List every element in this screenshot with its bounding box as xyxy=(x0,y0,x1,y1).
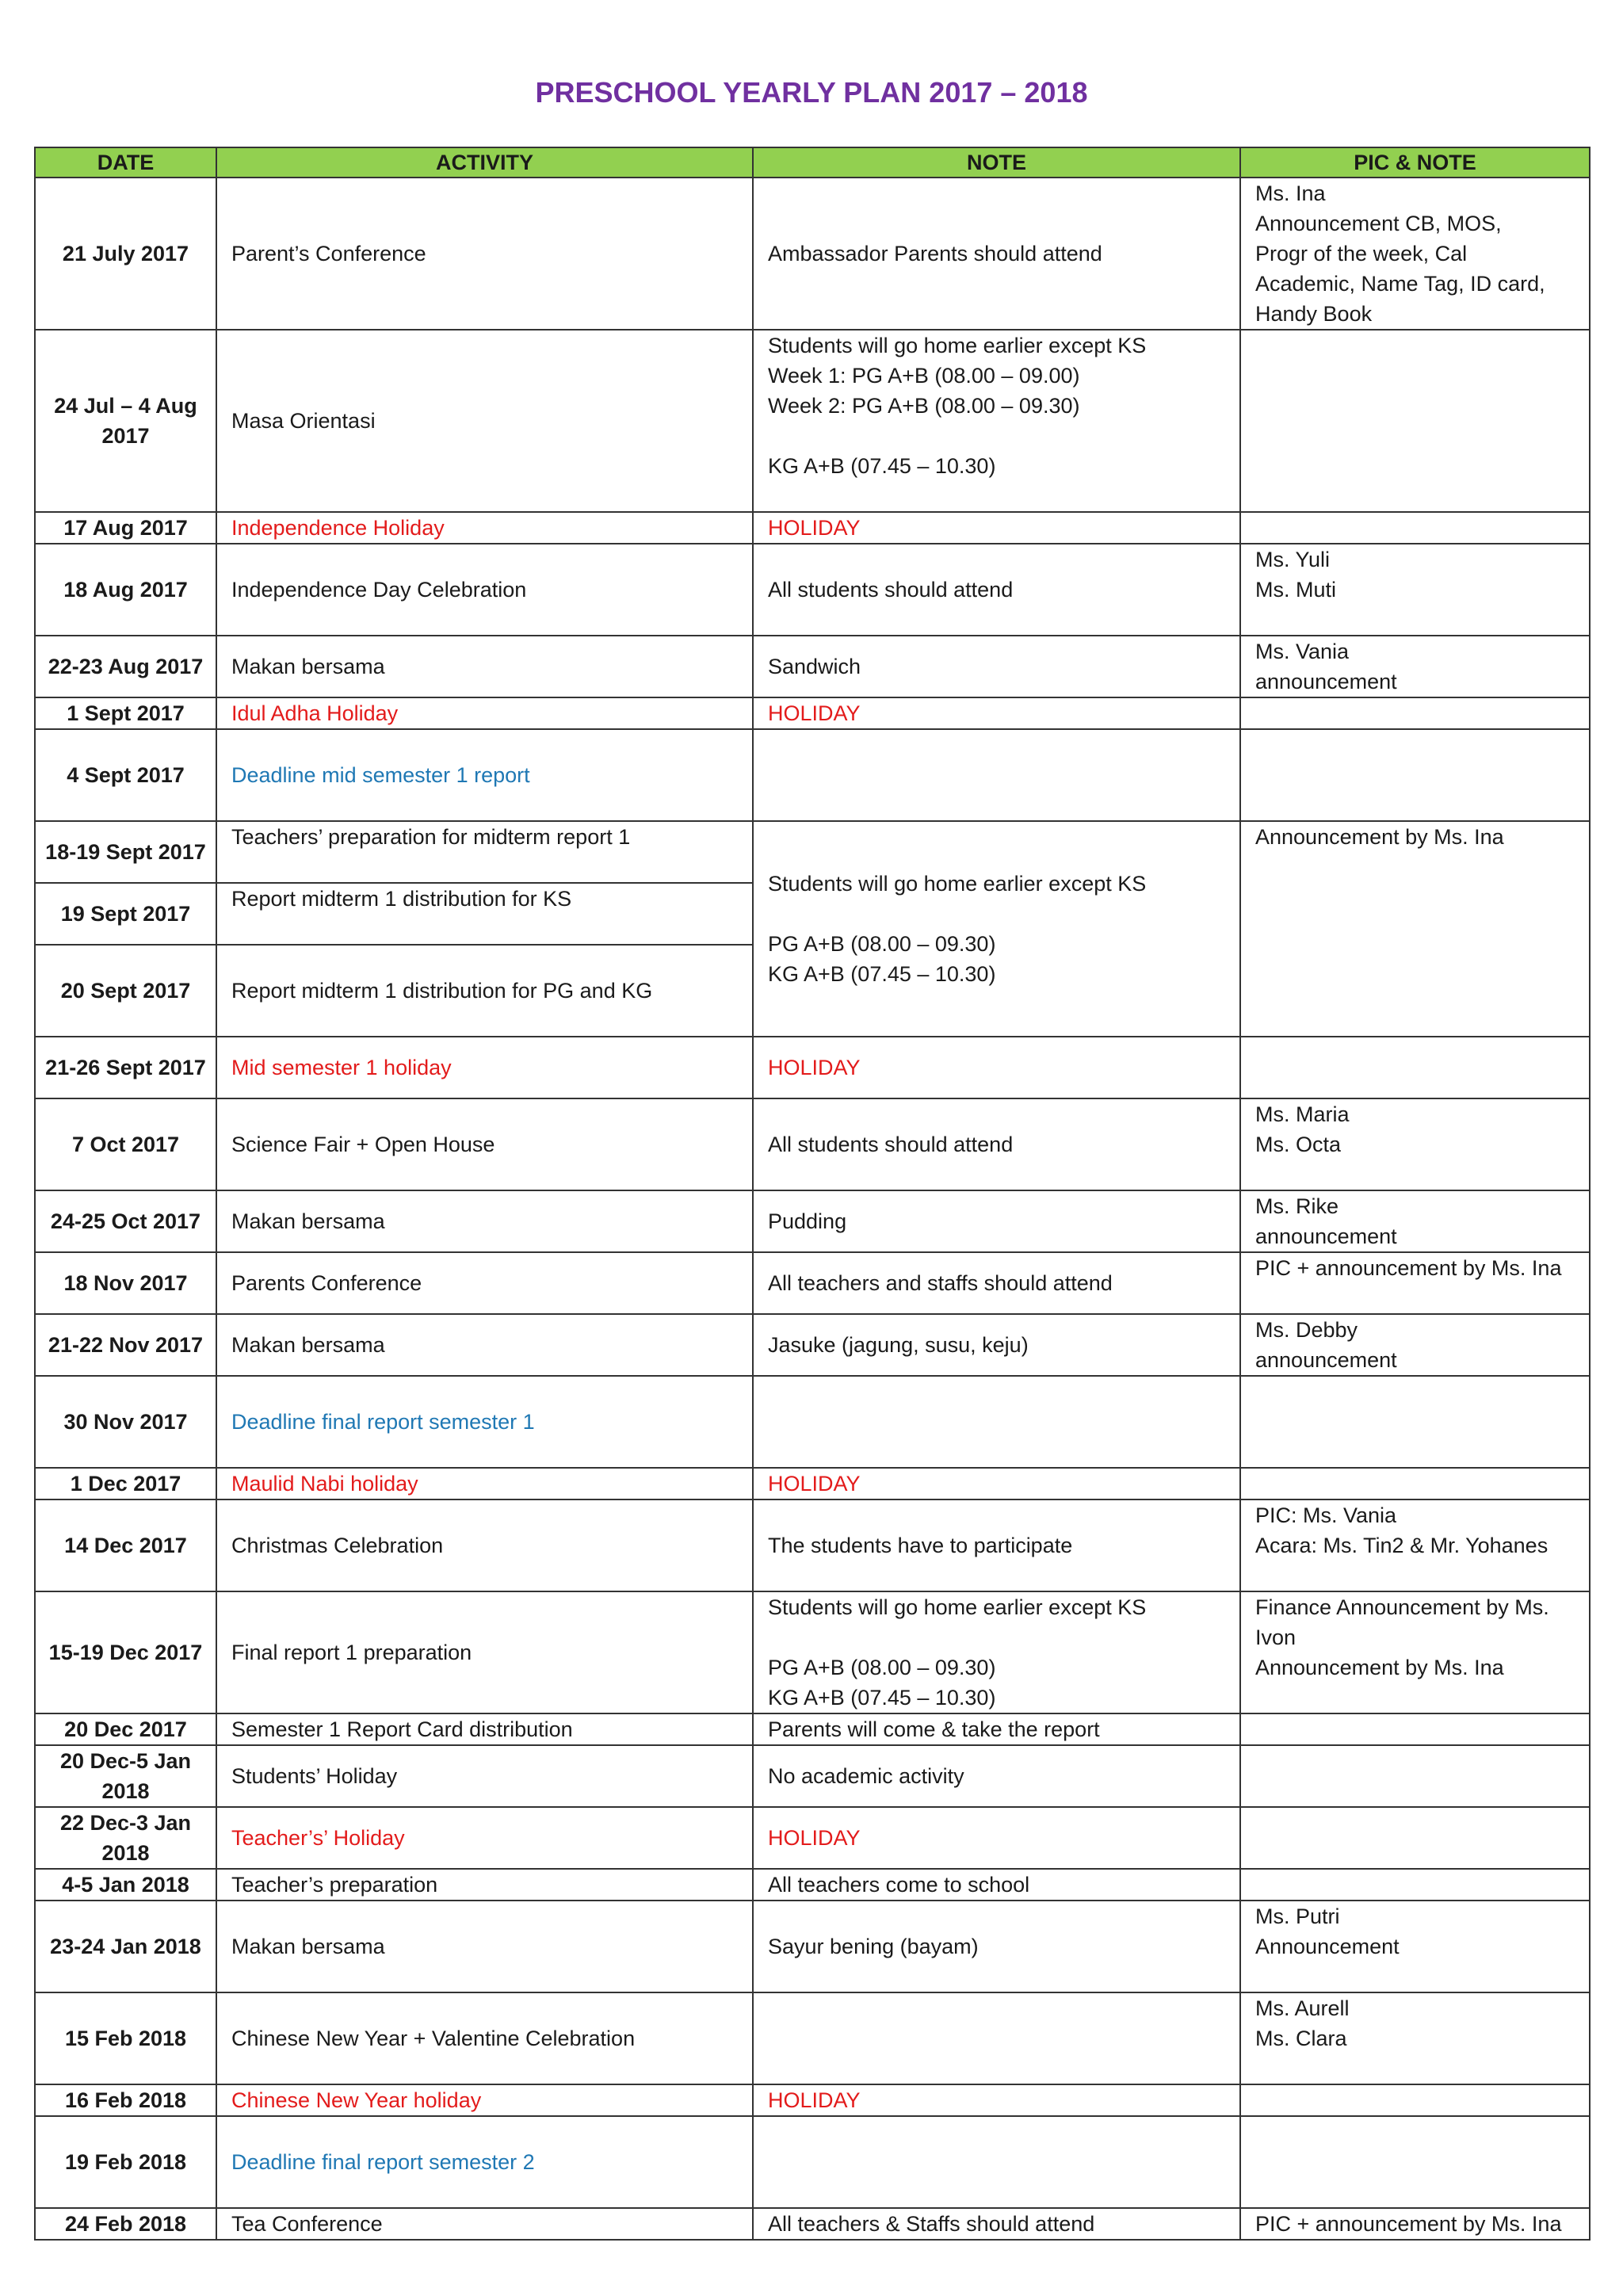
date-cell: 24-25 Oct 2017 xyxy=(35,1190,216,1252)
activity-cell: Science Fair + Open House xyxy=(216,1098,753,1190)
activity-cell: Teacher’s’ Holiday xyxy=(216,1807,753,1869)
pic-note-line: announcement xyxy=(1255,1348,1397,1372)
column-header-date: DATE xyxy=(35,147,216,178)
pic-note-line: Ms. Octa xyxy=(1255,1133,1342,1156)
pic-note-line: Announcement by Ms. Ina xyxy=(1255,1656,1504,1679)
date-cell: 7 Oct 2017 xyxy=(35,1098,216,1190)
pic-note-line: Announcement by Ms. Ina xyxy=(1255,825,1504,849)
note-cell xyxy=(753,821,1240,1037)
note-cell xyxy=(753,1037,1240,1098)
note-line: Pudding xyxy=(768,1209,847,1233)
pic-note-cell xyxy=(1240,1807,1590,1869)
note-line: The students have to participate xyxy=(768,1534,1073,1557)
note-line: Students will go home earlier except KS xyxy=(768,1595,1147,1619)
yearly-plan-table xyxy=(34,147,1591,2241)
activity-cell: Semester 1 Report Card distribution xyxy=(216,1713,753,1745)
note-line: All teachers and staffs should attend xyxy=(768,1271,1113,1295)
pic-note-line: PIC + announcement by Ms. Ina xyxy=(1255,1256,1562,1280)
date-cell: 15 Feb 2018 xyxy=(35,1992,216,2084)
note-cell xyxy=(753,636,1240,697)
note-line: Students will go home earlier except KS xyxy=(768,872,1147,896)
pic-note-cell xyxy=(1240,1869,1590,1901)
note-cell xyxy=(753,1098,1240,1190)
note-line xyxy=(768,899,1225,929)
pic-note-line: PIC + announcement by Ms. Ina xyxy=(1255,2212,1562,2236)
activity-cell: Makan bersama xyxy=(216,1314,753,1376)
table-row xyxy=(35,729,1590,821)
pic-note-line: Ms. Maria xyxy=(1255,1102,1350,1126)
pic-note-cell xyxy=(1240,821,1590,1037)
table-row xyxy=(35,330,1590,512)
activity-cell: Mid semester 1 holiday xyxy=(216,1037,753,1098)
date-cell: 22 Dec-3 Jan 2018 xyxy=(35,1807,216,1869)
date-cell: 18-19 Sept 2017 xyxy=(35,821,216,883)
pic-note-line: Ms. Putri xyxy=(1255,1904,1340,1928)
note-cell xyxy=(753,1252,1240,1314)
note-cell xyxy=(753,1376,1240,1468)
pic-note-line: Announcement CB, MOS, xyxy=(1255,212,1502,235)
activity-cell: Makan bersama xyxy=(216,1190,753,1252)
note-line: HOLIDAY xyxy=(768,516,861,540)
note-line: All teachers come to school xyxy=(768,1873,1030,1897)
pic-note-line: Ms. Rike xyxy=(1255,1194,1339,1218)
note-cell xyxy=(753,1713,1240,1745)
pic-note-cell xyxy=(1240,1901,1590,1992)
pic-note-line: announcement xyxy=(1255,1224,1397,1248)
pic-note-line xyxy=(1255,605,1575,635)
pic-note-cell xyxy=(1240,2208,1590,2240)
activity-cell: Independence Holiday xyxy=(216,512,753,544)
activity-cell: Chinese New Year holiday xyxy=(216,2084,753,2116)
pic-note-cell xyxy=(1240,1713,1590,1745)
pic-note-line: Acara: Ms. Tin2 & Mr. Yohanes xyxy=(1255,1534,1549,1557)
activity-cell: Teacher’s preparation xyxy=(216,1869,753,1901)
note-line: PG A+B (08.00 – 09.30) xyxy=(768,932,996,956)
date-cell: 18 Nov 2017 xyxy=(35,1252,216,1314)
note-line: KG A+B (07.45 – 10.30) xyxy=(768,454,996,478)
pic-note-cell xyxy=(1240,697,1590,729)
note-cell xyxy=(753,330,1240,512)
pic-note-line: Ms. Clara xyxy=(1255,2027,1347,2050)
note-line: All students should attend xyxy=(768,1133,1014,1156)
date-cell: 24 Feb 2018 xyxy=(35,2208,216,2240)
note-cell xyxy=(753,2116,1240,2208)
pic-note-line: Ivon xyxy=(1255,1626,1296,1649)
note-line: All teachers & Staffs should attend xyxy=(768,2212,1095,2236)
table-row xyxy=(35,697,1590,729)
activity-cell: Report midterm 1 distribution for PG and KG xyxy=(216,945,753,1037)
date-cell: 20 Sept 2017 xyxy=(35,945,216,1037)
note-line: KG A+B (07.45 – 10.30) xyxy=(768,1686,996,1710)
table-header-row xyxy=(35,147,1590,178)
activity-cell: Final report 1 preparation xyxy=(216,1591,753,1713)
pic-note-line: Progr of the week, Cal xyxy=(1255,242,1468,266)
table-row xyxy=(35,544,1590,636)
note-line: Sayur bening (bayam) xyxy=(768,1935,979,1958)
date-cell: 20 Dec 2017 xyxy=(35,1713,216,1745)
table-row xyxy=(35,1713,1590,1745)
pic-note-cell xyxy=(1240,636,1590,697)
note-line: HOLIDAY xyxy=(768,1826,861,1850)
note-line: Jasuke (jagung, susu, keju) xyxy=(768,1333,1029,1357)
activity-cell: Parents Conference xyxy=(216,1252,753,1314)
pic-note-line: Academic, Name Tag, ID card, xyxy=(1255,272,1545,296)
note-cell xyxy=(753,1499,1240,1591)
date-cell: 22-23 Aug 2017 xyxy=(35,636,216,697)
pic-note-line: Ms. Aurell xyxy=(1255,1996,1350,2020)
note-cell xyxy=(753,1190,1240,1252)
table-row xyxy=(35,1901,1590,1992)
date-cell: 15-19 Dec 2017 xyxy=(35,1591,216,1713)
activity-cell: Parent’s Conference xyxy=(216,178,753,330)
pic-note-line xyxy=(1255,1962,1575,1992)
date-cell: 24 Jul – 4 Aug 2017 xyxy=(35,330,216,512)
note-cell xyxy=(753,1992,1240,2084)
note-cell xyxy=(753,697,1240,729)
activity-cell: Christmas Celebration xyxy=(216,1499,753,1591)
column-header-pic-note: PIC & NOTE xyxy=(1240,147,1590,178)
table-body xyxy=(35,178,1590,2240)
pic-note-line: announcement xyxy=(1255,670,1397,693)
table-row xyxy=(35,1745,1590,1807)
date-cell: 19 Sept 2017 xyxy=(35,883,216,945)
note-cell xyxy=(753,1745,1240,1807)
table-row xyxy=(35,1037,1590,1098)
page-title: PRESCHOOL YEARLY PLAN 2017 – 2018 xyxy=(535,76,1088,109)
note-line: Sandwich xyxy=(768,655,861,678)
table-row xyxy=(35,178,1590,330)
pic-note-line: Announcement xyxy=(1255,1935,1400,1958)
pic-note-line xyxy=(1255,1159,1575,1190)
note-cell xyxy=(753,2084,1240,2116)
note-line: PG A+B (08.00 – 09.30) xyxy=(768,1656,996,1679)
date-cell: 21 July 2017 xyxy=(35,178,216,330)
pic-note-cell xyxy=(1240,2084,1590,2116)
table-row xyxy=(35,1869,1590,1901)
date-cell: 4-5 Jan 2018 xyxy=(35,1869,216,1901)
table-row xyxy=(35,821,1590,883)
date-cell: 21-26 Sept 2017 xyxy=(35,1037,216,1098)
note-cell xyxy=(753,1807,1240,1869)
date-cell: 23-24 Jan 2018 xyxy=(35,1901,216,1992)
pic-note-cell xyxy=(1240,1098,1590,1190)
note-line: HOLIDAY xyxy=(768,1056,861,1079)
table-row xyxy=(35,1098,1590,1190)
table-row xyxy=(35,1992,1590,2084)
date-cell: 14 Dec 2017 xyxy=(35,1499,216,1591)
activity-cell: Teachers’ preparation for midterm report 1 xyxy=(216,821,753,883)
pic-note-cell xyxy=(1240,1314,1590,1376)
activity-cell: Deadline mid semester 1 report xyxy=(216,729,753,821)
note-cell xyxy=(753,512,1240,544)
activity-cell: Tea Conference xyxy=(216,2208,753,2240)
pic-note-cell xyxy=(1240,2116,1590,2208)
table-row xyxy=(35,2208,1590,2240)
pic-note-line: Ms. Muti xyxy=(1255,578,1337,602)
pic-note-cell xyxy=(1240,512,1590,544)
table-row xyxy=(35,1376,1590,1468)
activity-cell: Deadline final report semester 2 xyxy=(216,2116,753,2208)
note-cell xyxy=(753,1591,1240,1713)
note-line: No academic activity xyxy=(768,1764,964,1788)
pic-note-cell xyxy=(1240,1499,1590,1591)
pic-note-cell xyxy=(1240,1037,1590,1098)
activity-cell: Deadline final report semester 1 xyxy=(216,1376,753,1468)
column-header-note: NOTE xyxy=(753,147,1240,178)
note-line xyxy=(768,481,1225,511)
note-cell xyxy=(753,729,1240,821)
activity-cell: Students’ Holiday xyxy=(216,1745,753,1807)
table-row xyxy=(35,1252,1590,1314)
note-line: HOLIDAY xyxy=(768,701,861,725)
pic-note-cell xyxy=(1240,1745,1590,1807)
note-cell xyxy=(753,178,1240,330)
table-row xyxy=(35,1190,1590,1252)
pic-note-line: Ms. Ina xyxy=(1255,181,1326,205)
date-cell: 4 Sept 2017 xyxy=(35,729,216,821)
note-line: Week 2: PG A+B (08.00 – 09.30) xyxy=(768,394,1080,418)
activity-cell: Report midterm 1 distribution for KS xyxy=(216,883,753,945)
pic-note-line: Handy Book xyxy=(1255,302,1373,326)
note-line: KG A+B (07.45 – 10.30) xyxy=(768,962,996,986)
note-line xyxy=(768,1622,1225,1652)
note-cell xyxy=(753,1468,1240,1499)
pic-note-line: PIC: Ms. Vania xyxy=(1255,1503,1397,1527)
table-row xyxy=(35,1499,1590,1591)
date-cell: 18 Aug 2017 xyxy=(35,544,216,636)
activity-cell: Makan bersama xyxy=(216,1901,753,1992)
date-cell: 1 Sept 2017 xyxy=(35,697,216,729)
table-row xyxy=(35,1591,1590,1713)
note-cell xyxy=(753,544,1240,636)
date-cell: 20 Dec-5 Jan 2018 xyxy=(35,1745,216,1807)
note-cell xyxy=(753,1901,1240,1992)
column-header-activity: ACTIVITY xyxy=(216,147,753,178)
date-cell: 21-22 Nov 2017 xyxy=(35,1314,216,1376)
table-row xyxy=(35,1468,1590,1499)
table-row xyxy=(35,636,1590,697)
table-row xyxy=(35,2116,1590,2208)
pic-note-cell xyxy=(1240,1376,1590,1468)
pic-note-line xyxy=(1255,2053,1575,2084)
date-cell: 19 Feb 2018 xyxy=(35,2116,216,2208)
activity-cell: Chinese New Year + Valentine Celebration xyxy=(216,1992,753,2084)
pic-note-cell xyxy=(1240,1591,1590,1713)
date-cell: 16 Feb 2018 xyxy=(35,2084,216,2116)
note-cell xyxy=(753,2208,1240,2240)
table-row xyxy=(35,1314,1590,1376)
note-cell xyxy=(753,1869,1240,1901)
pic-note-line: Ms. Vania xyxy=(1255,640,1350,663)
pic-note-cell xyxy=(1240,1190,1590,1252)
activity-cell: Makan bersama xyxy=(216,636,753,697)
note-cell xyxy=(753,1314,1240,1376)
pic-note-cell xyxy=(1240,729,1590,821)
note-line: Students will go home earlier except KS xyxy=(768,334,1147,357)
table-row xyxy=(35,512,1590,544)
activity-cell: Masa Orientasi xyxy=(216,330,753,512)
note-line: Parents will come & take the report xyxy=(768,1717,1100,1741)
activity-cell: Idul Adha Holiday xyxy=(216,697,753,729)
activity-cell: Maulid Nabi holiday xyxy=(216,1468,753,1499)
pic-note-cell xyxy=(1240,544,1590,636)
note-line: Week 1: PG A+B (08.00 – 09.00) xyxy=(768,364,1080,388)
pic-note-line: Finance Announcement by Ms. xyxy=(1255,1595,1549,1619)
note-line: HOLIDAY xyxy=(768,1472,861,1496)
activity-cell: Independence Day Celebration xyxy=(216,544,753,636)
note-line: All students should attend xyxy=(768,578,1014,602)
pic-note-cell xyxy=(1240,330,1590,512)
pic-note-cell xyxy=(1240,1468,1590,1499)
pic-note-cell xyxy=(1240,1992,1590,2084)
date-cell: 1 Dec 2017 xyxy=(35,1468,216,1499)
note-line: HOLIDAY xyxy=(768,2088,861,2112)
note-line xyxy=(768,421,1225,451)
pic-note-line: Ms. Debby xyxy=(1255,1318,1358,1342)
date-cell: 30 Nov 2017 xyxy=(35,1376,216,1468)
table-row xyxy=(35,2084,1590,2116)
date-cell: 17 Aug 2017 xyxy=(35,512,216,544)
pic-note-cell xyxy=(1240,1252,1590,1314)
note-line: Ambassador Parents should attend xyxy=(768,242,1102,266)
pic-note-cell xyxy=(1240,178,1590,330)
pic-note-line xyxy=(1255,1561,1575,1591)
pic-note-line: Ms. Yuli xyxy=(1255,548,1331,571)
table-row xyxy=(35,1807,1590,1869)
